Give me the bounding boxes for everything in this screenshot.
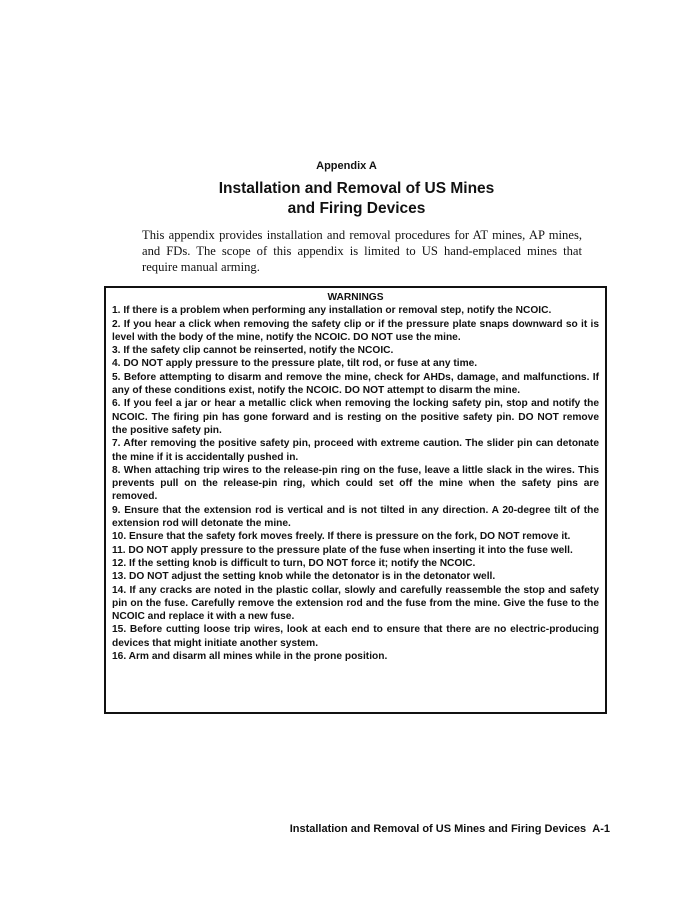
warning-item: 7. After removing the positive safety pin, proceed with extreme caution. The slider pin can detonate the mine if it is accidentally pushed in. [112, 438, 599, 463]
warnings-box [104, 286, 607, 714]
warning-item: 10. Ensure that the safety fork moves freely. If there is pressure on the fork, DO NOT remove it. [112, 531, 571, 543]
warning-item: 14. If any cracks are noted in the plastic collar, slowly and carefully reassemble the stop and safety pin on the fuse. Carefully remove the extension rod and the fuse from the mine. Give the fuse to the NCOIC and replace it with a new fuse. [112, 584, 599, 623]
warning-item: 8. When attaching trip wires to the release-pin ring on the fuse, leave a little slack in the wires. This prevents pull on the release-pin ring, which could set off the mine when the safety pins are removed. [112, 464, 599, 503]
page-footer [290, 823, 610, 835]
appendix-label: Appendix A [316, 160, 377, 172]
intro-paragraph: This appendix provides installation and removal procedures for AT mines, AP mines, and FDs. The scope of this appendix is limited to US hand-emplaced mines that require manual arming. [142, 228, 582, 274]
warning-item: 11. DO NOT apply pressure to the pressure plate of the fuse when inserting it into the fuse well. [112, 544, 573, 556]
page-number: A-1 [592, 823, 610, 835]
warning-item: 1. If there is a problem when performing any installation or removal step, notify the NCOIC. [112, 305, 552, 317]
page-title [120, 179, 593, 219]
warning-item: 15. Before cutting loose trip wires, look at each end to ensure that there are no electric-producing devices that might initiate another system. [112, 624, 599, 649]
page-title-line-1: Installation and Removal of US Mines [218, 180, 495, 197]
warning-item: 13. DO NOT adjust the setting knob while the detonator is in the detonator well. [112, 571, 496, 583]
warnings-title: WARNINGS [327, 292, 384, 303]
warnings-list [112, 304, 599, 663]
warning-item: 6. If you feel a jar or hear a metallic click when removing the locking safety pin, stop and notify the NCOIC. The firing pin has gone forward and is resting on the positive safety pin. DO NOT remove the positive safety pin. [112, 398, 599, 436]
footer-title: Installation and Removal of US Mines and Firing Devices [289, 823, 587, 835]
warning-item: 2. If you hear a click when removing the safety clip or if the pressure plate snaps downward so it is level with the body of the mine, notify the NCOIC. DO NOT use the mine. [112, 318, 599, 343]
warning-item: 3. If the safety clip cannot be reinserted, notify the NCOIC. [112, 345, 394, 357]
warning-item: 4. DO NOT apply pressure to the pressure plate, tilt rod, or fuse at any time. [112, 358, 478, 370]
warning-item: 9. Ensure that the extension rod is vertical and is not tilted in any direction. A 20-degree tilt of the extension rod will detonate the mine. [112, 504, 599, 530]
warning-item: 16. Arm and disarm all mines while in the prone position. [112, 651, 388, 663]
warning-item: 12. If the setting knob is difficult to turn, DO NOT force it; notify the NCOIC. [112, 557, 476, 569]
warning-item: 5. Before attempting to disarm and remove the mine, check for AHDs, damage, and malfunctions. If any of these conditions exist, notify the NCOIC. DO NOT attempt to disarm the mine. [112, 371, 599, 397]
page-title-line-2: and Firing Devices [287, 200, 426, 217]
